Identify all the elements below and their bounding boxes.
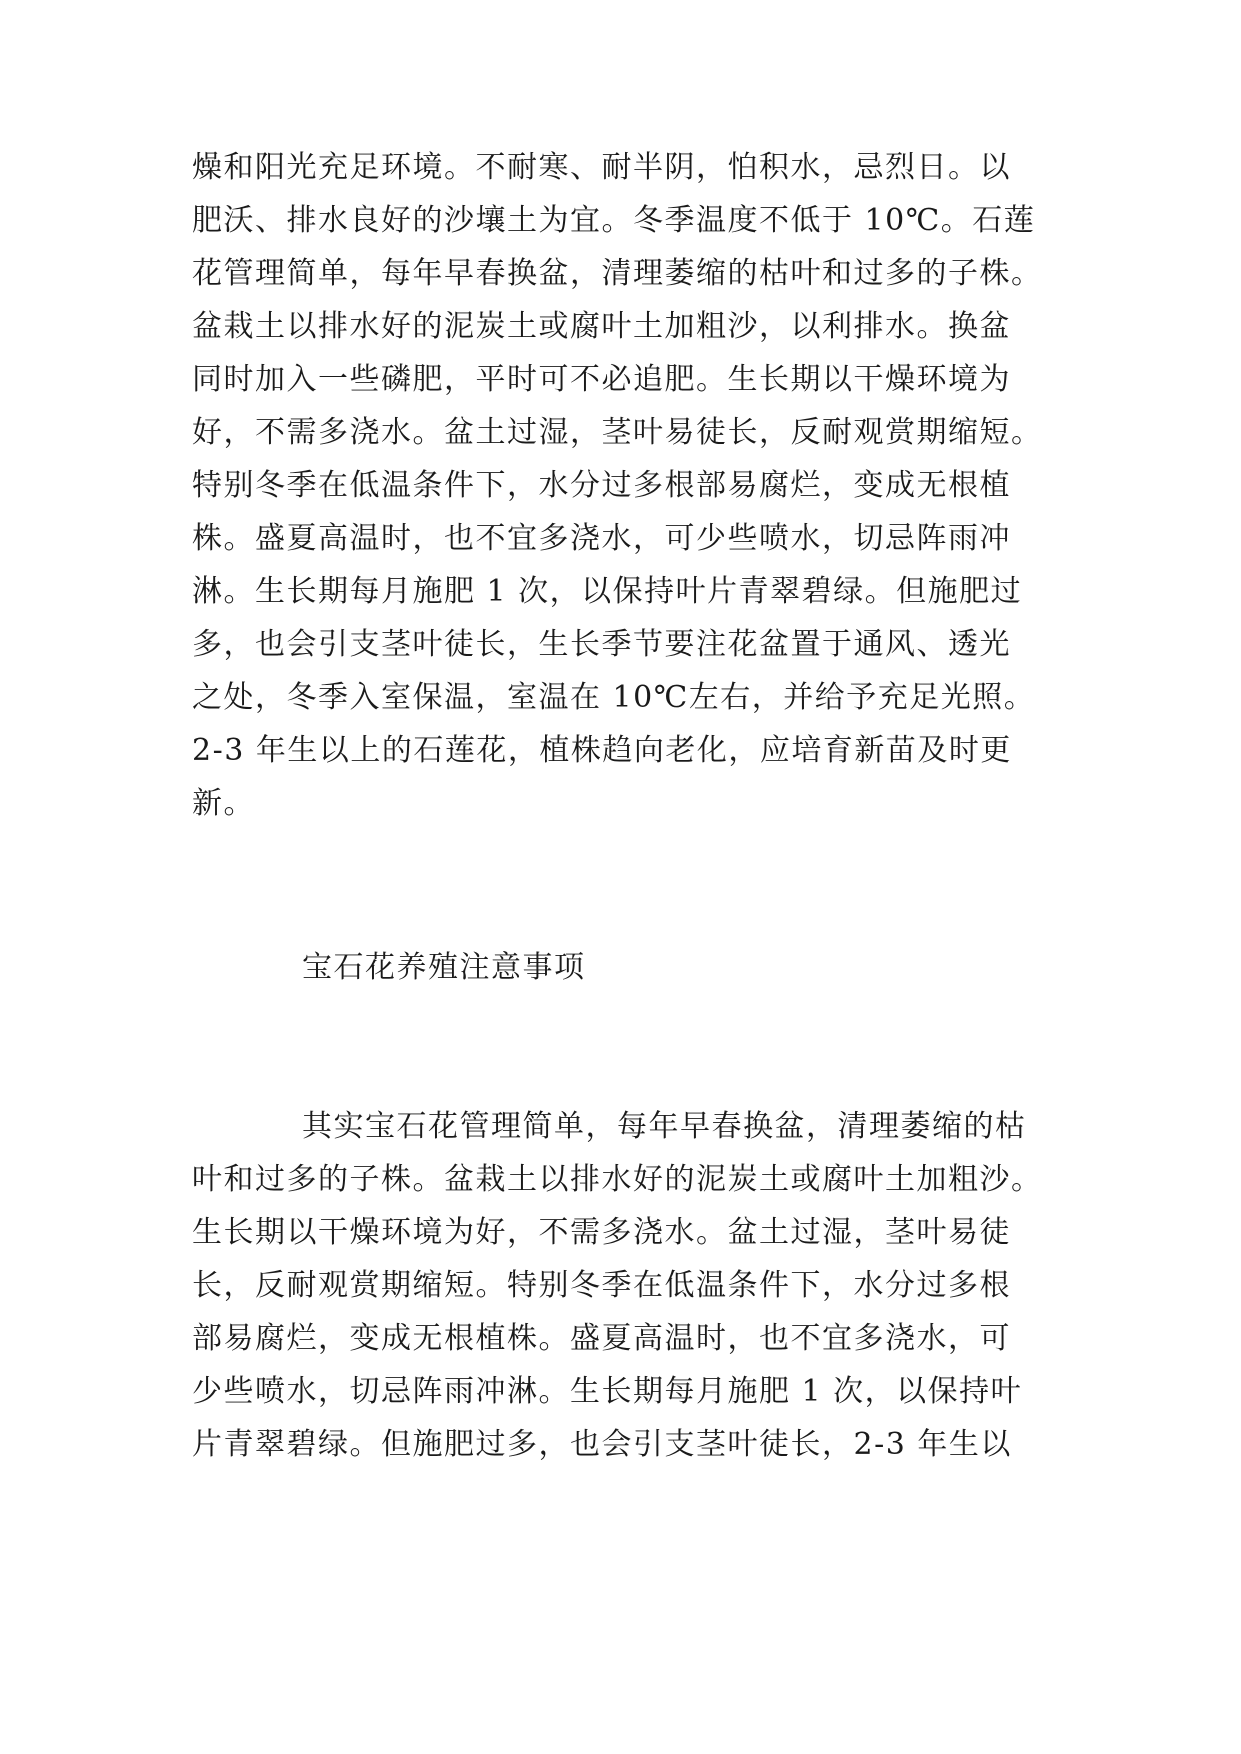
paragraph-line: 盆栽土以排水好的泥炭土或腐叶土加粗沙，以利排水。换盆 (192, 309, 1011, 344)
paragraph-line: 株。盛夏高温时，也不宜多浇水，可少些喷水，切忌阵雨冲 (192, 521, 1011, 556)
paragraph-line: 好，不需多浇水。盆土过湿，茎叶易徒长，反耐观赏期缩短。 (192, 415, 1043, 450)
paragraph-line: 花管理简单，每年早春换盆，清理萎缩的枯叶和过多的子株。 (192, 256, 1043, 291)
paragraph-line: 2-3 年生以上的石莲花，植株趋向老化，应培育新苗及时更 (192, 733, 1012, 768)
paragraph-line: 燥和阳光充足环境。不耐寒、耐半阴，怕积水，忌烈日。以 (192, 150, 1011, 185)
paragraph-line: 片青翠碧绿。但施肥过多，也会引支茎叶徒长，2-3 年生以 (192, 1427, 1012, 1462)
paragraph-line: 长，反耐观赏期缩短。特别冬季在低温条件下，水分过多根 (192, 1268, 1011, 1303)
paragraph-line: 肥沃、排水良好的沙壤土为宜。冬季温度不低于 10℃。石莲 (192, 203, 1036, 238)
paragraph-line: 生长期以干燥环境为好，不需多浇水。盆土过湿，茎叶易徒 (192, 1215, 1011, 1250)
paragraph-line: 少些喷水，切忌阵雨冲淋。生长期每月施肥 1 次，以保持叶 (192, 1374, 1023, 1409)
paragraph-line: 其实宝石花管理简单，每年早春换盆，清理萎缩的枯 (302, 1109, 1027, 1144)
section-heading: 宝石花养殖注意事项 (302, 950, 586, 985)
paragraph-line: 特别冬季在低温条件下，水分过多根部易腐烂，变成无根植 (192, 468, 1011, 503)
paragraph-line: 淋。生长期每月施肥 1 次，以保持叶片青翠碧绿。但施肥过 (192, 574, 1023, 609)
paragraph-line: 之处，冬季入室保温，室温在 10℃左右，并给予充足光照。 (192, 680, 1036, 715)
paragraph-line: 部易腐烂，变成无根植株。盛夏高温时，也不宜多浇水，可 (192, 1321, 1011, 1356)
paragraph-line: 叶和过多的子株。盆栽土以排水好的泥炭土或腐叶土加粗沙。 (192, 1162, 1043, 1197)
paragraph-line: 同时加入一些磷肥，平时可不必追肥。生长期以干燥环境为 (192, 362, 1011, 397)
paragraph-line: 新。 (192, 786, 255, 821)
paragraph-line: 多，也会引支茎叶徒长，生长季节要注花盆置于通风、透光 (192, 627, 1011, 662)
